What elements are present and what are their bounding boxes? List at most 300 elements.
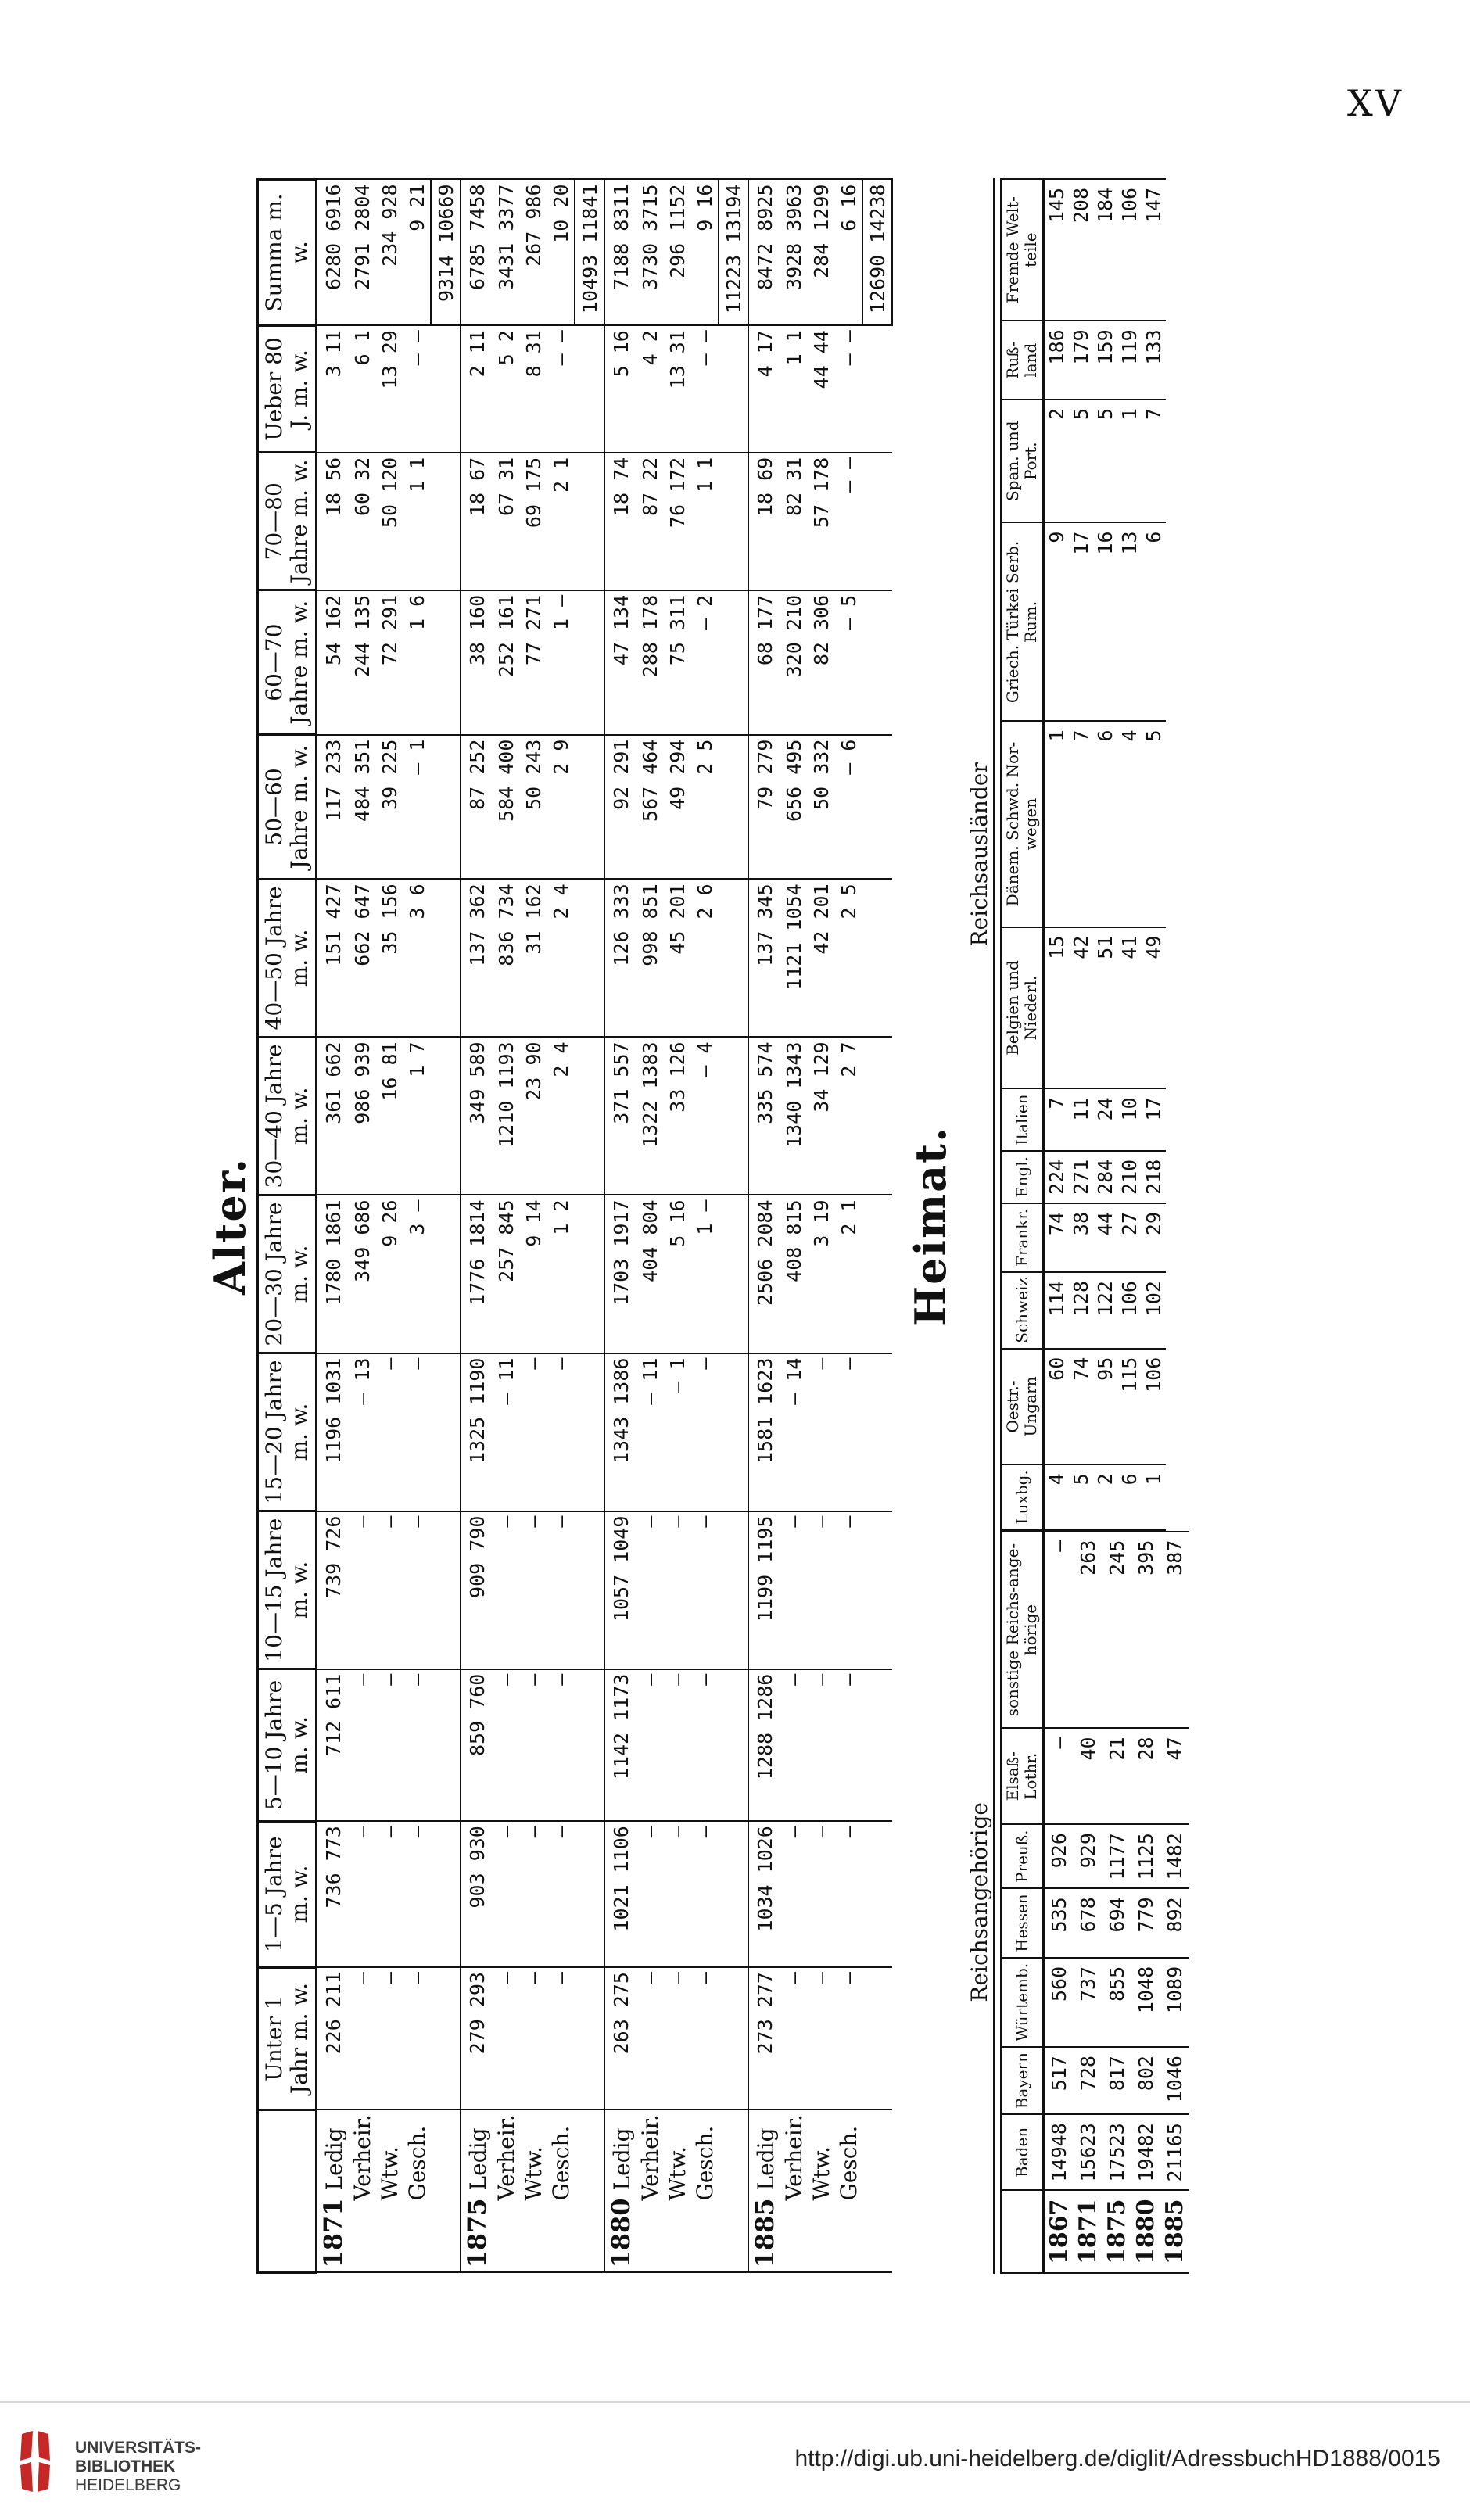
age-status: Verheir. (350, 2114, 375, 2201)
age-cell: 909 790 (461, 1511, 493, 1669)
reichsangehoerige-cell: 40 (1074, 1728, 1102, 1824)
age-cell: — (547, 1353, 575, 1511)
age-status: Verheir. (493, 2114, 519, 2201)
age-cell: 1 6 (403, 590, 431, 735)
age-table-row (691, 180, 719, 2273)
age-status: Gesch. (548, 2125, 574, 2201)
age-cell: 3 11 (317, 325, 350, 453)
age-header-cell: 5—10 Jahre m. w. (258, 1669, 317, 1821)
age-total-spacer (431, 1037, 461, 1195)
reichsauslaender-header-cell: Fremde Welt-teile (1001, 179, 1044, 321)
age-status: Wtw. (665, 2145, 690, 2201)
age-header-row (258, 180, 317, 2273)
age-cell: 72 291 (376, 590, 403, 735)
age-cell: — (376, 1669, 403, 1821)
age-cell: 234 928 (376, 180, 403, 326)
age-total-spacer (575, 879, 604, 1037)
reichsangehoerige-cell: 21 (1102, 1728, 1131, 1824)
age-cell: 1021 1106 (604, 1821, 636, 1967)
age-cell: 92 291 (604, 735, 636, 880)
age-total-spacer (575, 1669, 604, 1821)
age-cell: 1776 1814 (461, 1195, 493, 1353)
age-total-spacer (862, 879, 892, 1037)
age-cell: — (780, 1511, 808, 1669)
reichsauslaender-header-cell: Belgien und Niederl. (1001, 927, 1044, 1089)
reichsauslaender-block (966, 178, 1166, 1531)
age-total-cell: 12690 14238 (862, 180, 892, 326)
age-header-blank (258, 2110, 317, 2272)
age-cell: — (636, 1821, 664, 1967)
reichsauslaender-cell: 6 (1093, 721, 1117, 927)
age-total-spacer (575, 1967, 604, 2110)
age-cell: 1142 1173 (604, 1669, 636, 1821)
age-cell: — (664, 1669, 691, 1821)
age-total-spacer (575, 1353, 604, 1511)
age-status: Gesch. (692, 2125, 718, 2201)
age-total-spacer (575, 1195, 604, 1353)
age-cell: 5 16 (664, 1195, 691, 1353)
age-header-cell: 30—40 Jahre m. w. (258, 1037, 317, 1195)
age-cell: 859 760 (461, 1669, 493, 1821)
reichsangehoerige-header-cell: Elsaß-Lothr. (1001, 1728, 1044, 1824)
age-header-cell: Ueber 80 J. m. w. (258, 325, 317, 453)
age-cell: 31 162 (520, 879, 547, 1037)
age-cell: 3928 3963 (780, 180, 808, 326)
library-name (75, 2439, 201, 2495)
reichsauslaender-cell: 7 (1044, 1088, 1070, 1150)
age-total-row (862, 180, 892, 2273)
age-total-row (431, 180, 461, 2273)
age-cell: 82 31 (780, 453, 808, 590)
age-total-spacer (862, 1037, 892, 1195)
age-cell: 13 29 (376, 325, 403, 453)
reichsangehoerige-cell: 395 (1131, 1532, 1160, 1729)
age-cell: 34 129 (808, 1037, 835, 1195)
reichsangehoerige-cell: 802 (1131, 2047, 1160, 2114)
age-cell: 82 306 (808, 590, 835, 735)
age-cell: 349 589 (461, 1037, 493, 1195)
age-cell: — 14 (780, 1353, 808, 1511)
age-status: Ledig (609, 2127, 635, 2191)
age-cell: — (691, 1669, 719, 1821)
reichsangehoerige-cell: 929 (1074, 1824, 1102, 1888)
age-cell: — (780, 1821, 808, 1967)
age-header-cell: Summa m. w. (258, 180, 317, 326)
age-cell: 836 734 (493, 879, 520, 1037)
reichsangehoerige-cell: 1089 (1160, 1958, 1189, 2047)
age-header-cell: 1—5 Jahre m. w. (258, 1821, 317, 1967)
reichsauslaender-label: Reichsausländer (966, 178, 995, 1531)
reichsangehoerige-cell: 1048 (1131, 1958, 1160, 2047)
age-cell: — — (835, 453, 862, 590)
age-total-spacer (862, 1353, 892, 1511)
age-total-spacer (719, 735, 748, 880)
age-cell: 2 1 (547, 453, 575, 590)
reichsangehoerige-cell: 694 (1102, 1888, 1131, 1958)
reichsauslaender-cell: 5 (1069, 1464, 1093, 1529)
age-cell: 656 495 (780, 735, 808, 880)
age-cell: 1340 1343 (780, 1037, 808, 1195)
age-cell: 986 939 (349, 1037, 376, 1195)
reichsauslaender-row (1069, 179, 1093, 1530)
age-total-spacer (719, 2110, 748, 2272)
reichsangehoerige-year: 1867 (1044, 2191, 1074, 2274)
age-table-row (493, 180, 520, 2273)
age-total-spacer (719, 1967, 748, 2110)
reichsauslaender-header-cell: Luxbg. (1001, 1464, 1044, 1529)
age-cell: — (808, 1511, 835, 1669)
library-name-line2: BIBLIOTHEK (75, 2457, 176, 2475)
age-cell: 3 6 (403, 879, 431, 1037)
age-cell: 18 56 (317, 453, 350, 590)
reichsangehoerige-header-cell: Würtemb. (1001, 1958, 1044, 2047)
age-row-label (349, 2110, 376, 2272)
age-cell: — — (403, 325, 431, 453)
age-cell: 3 — (403, 1195, 431, 1353)
age-cell: — (691, 1511, 719, 1669)
age-status: Ledig (465, 2127, 491, 2191)
age-cell: 998 851 (636, 879, 664, 1037)
age-table-row (748, 180, 780, 2273)
age-cell: — (664, 1967, 691, 2110)
source-url-link[interactable]: http://digi.ub.uni-heidelberg.de/diglit/AdressbuchHD1888/0015 (794, 2446, 1440, 2472)
age-cell: 584 400 (493, 735, 520, 880)
age-cell: 9 21 (403, 180, 431, 326)
age-cell: — (520, 1353, 547, 1511)
age-total-spacer (719, 453, 748, 590)
reichsauslaender-cell: 24 (1093, 1088, 1117, 1150)
age-cell: 7188 8311 (604, 180, 636, 326)
age-cell: 13 31 (664, 325, 691, 453)
age-total-spacer (575, 735, 604, 880)
age-cell: — (520, 1669, 547, 1821)
age-cell: 2791 2804 (349, 180, 376, 326)
age-cell: 50 332 (808, 735, 835, 880)
library-footer (0, 2401, 1470, 2520)
reichsangehoerige-cell: 245 (1102, 1532, 1131, 1729)
reichsauslaender-header-cell: Ruß-land (1001, 321, 1044, 400)
age-cell: 10 20 (547, 180, 575, 326)
age-year: 1880 (606, 2198, 636, 2268)
age-cell: — (780, 1669, 808, 1821)
age-cell: 1343 1386 (604, 1353, 636, 1511)
age-cell: — (520, 1821, 547, 1967)
age-cell: 68 177 (748, 590, 780, 735)
reichsauslaender-header-cell: Dänem. Schwd. Nor-wegen (1001, 721, 1044, 927)
age-total-spacer (575, 453, 604, 590)
age-cell: 6 1 (349, 325, 376, 453)
reichsauslaender-cell: 128 (1069, 1272, 1093, 1349)
reichsangehoerige-cell: 855 (1102, 1958, 1131, 2047)
age-cell: — 5 (835, 590, 862, 735)
reichsangehoerige-cell: 47 (1160, 1728, 1189, 1824)
reichsauslaender-header-cell: Span. und Port. (1001, 400, 1044, 523)
age-table-body (317, 180, 893, 2273)
age-cell: 320 210 (780, 590, 808, 735)
age-table-row (808, 180, 835, 2273)
age-cell: — — (691, 325, 719, 453)
age-cell: 2 4 (547, 879, 575, 1037)
reichsauslaender-cell: 102 (1142, 1272, 1166, 1349)
age-cell: 1199 1195 (748, 1511, 780, 1669)
reichsauslaender-cell: 44 (1093, 1203, 1117, 1272)
age-status: Gesch. (836, 2125, 862, 2201)
reichsangehoerige-cell: 678 (1074, 1888, 1102, 1958)
reichsangehoerige-cell: 737 (1074, 1958, 1102, 2047)
reichsauslaender-table (1000, 178, 1166, 1531)
reichsauslaender-cell: 224 (1044, 1151, 1070, 1203)
reichsangehoerige-header-cell: sonstige Reichs-ange-hörige (1001, 1532, 1044, 1729)
reichsauslaender-row (1117, 179, 1142, 1530)
reichsangehoerige-cell: 21165 (1160, 2114, 1189, 2190)
age-table-row (520, 180, 547, 2273)
reichsangehoerige-header-blank (1001, 2191, 1044, 2274)
age-cell: — (376, 1353, 403, 1511)
age-cell: 371 557 (604, 1037, 636, 1195)
reichsauslaender-cell: 51 (1093, 927, 1117, 1089)
age-row-label (636, 2110, 664, 2272)
age-cell: — (547, 1967, 575, 2110)
age-table-row (780, 180, 808, 2273)
age-cell: 33 126 (664, 1037, 691, 1195)
age-cell: — (349, 1669, 376, 1821)
reichsangehoerige-cell: 387 (1160, 1532, 1189, 1729)
age-total-cell: 11223 13194 (719, 180, 748, 326)
reichsangehoerige-cell: 1125 (1131, 1824, 1160, 1888)
age-cell: 2 11 (461, 325, 493, 453)
age-status: Ledig (321, 2127, 347, 2191)
age-cell: 67 31 (493, 453, 520, 590)
age-cell: — (808, 1353, 835, 1511)
age-status: Wtw. (808, 2145, 834, 2201)
age-total-spacer (862, 735, 892, 880)
reichsangehoerige-row (1160, 1532, 1189, 2273)
reichsangehoerige-row (1044, 1532, 1074, 2273)
age-cell: 2 5 (835, 879, 862, 1037)
age-cell: 42 201 (808, 879, 835, 1037)
age-cell: 739 726 (317, 1511, 350, 1669)
reichsauslaender-body (1044, 179, 1167, 1530)
age-cell: 2506 2084 (748, 1195, 780, 1353)
age-total-spacer (575, 1037, 604, 1195)
section-title-heimat: Heimat. (905, 1126, 956, 1326)
age-cell: 408 815 (780, 1195, 808, 1353)
age-total-spacer (862, 590, 892, 735)
age-cell: — (780, 1967, 808, 2110)
age-row-label (691, 2110, 719, 2272)
reichsangehoerige-cell: 728 (1074, 2047, 1102, 2114)
age-cell: 404 804 (636, 1195, 664, 1353)
reichsauslaender-cell: 114 (1044, 1272, 1070, 1349)
reichsauslaender-cell: 122 (1093, 1272, 1117, 1349)
age-cell: 75 311 (664, 590, 691, 735)
reichsangehoerige-row (1074, 1532, 1102, 2273)
reichsauslaender-cell: 145 (1044, 179, 1070, 321)
reichsangehoerige-body (1044, 1532, 1190, 2273)
age-total-spacer (719, 1821, 748, 1967)
age-cell: — (808, 1821, 835, 1967)
age-cell: — (493, 1821, 520, 1967)
age-table-row (317, 180, 350, 2273)
age-cell: 87 252 (461, 735, 493, 880)
reichsangehoerige-header-cell: Preuß. (1001, 1824, 1044, 1888)
age-row-label (664, 2110, 691, 2272)
reichsangehoerige-header-cell: Baden (1001, 2114, 1044, 2190)
reichsauslaender-cell: 184 (1093, 179, 1117, 321)
age-cell: — (808, 1967, 835, 2110)
age-cell: 1 1 (780, 325, 808, 453)
age-cell: — (636, 1511, 664, 1669)
age-total-spacer (575, 590, 604, 735)
age-cell: 1057 1049 (604, 1511, 636, 1669)
reichsauslaender-cell: 11 (1069, 1088, 1093, 1150)
reichsauslaender-cell: 49 (1142, 927, 1166, 1089)
reichsauslaender-cell: 133 (1142, 321, 1166, 400)
age-cell: 257 845 (493, 1195, 520, 1353)
reichsangehoerige-year: 1880 (1131, 2191, 1160, 2274)
age-total-spacer (862, 1821, 892, 1967)
age-total-cell: 10493 11841 (575, 180, 604, 326)
reichsangehoerige-row (1131, 1532, 1160, 2273)
age-header-cell: 70—80 Jahre m. w. (258, 453, 317, 590)
reichsauslaender-cell: 13 (1117, 523, 1142, 722)
age-cell: 284 1299 (808, 180, 835, 326)
reichsauslaender-cell: 27 (1117, 1203, 1142, 1272)
age-row-label (780, 2110, 808, 2272)
reichsauslaender-cell: 17 (1142, 1088, 1166, 1150)
reichsauslaender-cell: 4 (1044, 1464, 1070, 1529)
age-cell: 76 172 (664, 453, 691, 590)
reichsauslaender-cell: 6 (1117, 1464, 1142, 1529)
reichsauslaender-cell: 1 (1117, 400, 1142, 523)
age-total-spacer (862, 325, 892, 453)
reichsauslaender-row (1044, 179, 1070, 1530)
age-cell: 60 32 (349, 453, 376, 590)
reichsauslaender-cell: 119 (1117, 321, 1142, 400)
age-cell: 45 201 (664, 879, 691, 1037)
age-status: Wtw. (521, 2145, 547, 2201)
reichsauslaender-header-cell: Schweiz (1001, 1272, 1044, 1349)
reichsangehoerige-cell: 517 (1044, 2047, 1074, 2114)
age-cell: — (520, 1967, 547, 2110)
age-header-cell: 20—30 Jahre m. w. (258, 1195, 317, 1353)
age-cell: 267 986 (520, 180, 547, 326)
section-title-alter: Alter. (205, 1157, 255, 1296)
age-cell: 6785 7458 (461, 180, 493, 326)
age-cell: 244 135 (349, 590, 376, 735)
age-cell: 8 31 (520, 325, 547, 453)
reichsauslaender-cell: 147 (1142, 179, 1166, 321)
age-cell: 23 90 (520, 1037, 547, 1195)
reichsauslaender-cell: 6 (1142, 523, 1166, 722)
reichsauslaender-header-cell: Oestr.-Ungarn (1001, 1349, 1044, 1465)
age-total-spacer (575, 325, 604, 453)
age-cell: — (664, 1511, 691, 1669)
age-cell: — (835, 1821, 862, 1967)
age-cell: 3730 3715 (636, 180, 664, 326)
reichsauslaender-cell: 10 (1117, 1088, 1142, 1150)
reichsangehoerige-cell: 535 (1044, 1888, 1074, 1958)
age-cell: 69 175 (520, 453, 547, 590)
reichsauslaender-cell: 7 (1069, 721, 1093, 927)
age-total-spacer (431, 590, 461, 735)
age-cell: — — (547, 325, 575, 453)
reichsauslaender-cell: 2 (1093, 1464, 1117, 1529)
age-total-spacer (719, 1037, 748, 1195)
reichsauslaender-cell: 16 (1093, 523, 1117, 722)
reichsangehoerige-header-cell: Bayern (1001, 2047, 1044, 2114)
age-row-label (520, 2110, 547, 2272)
age-cell: 2 4 (547, 1037, 575, 1195)
age-cell: 736 773 (317, 1821, 350, 1967)
reichsauslaender-cell: 5 (1069, 400, 1093, 523)
reichsangehoerige-row (1102, 1532, 1131, 2273)
age-table-row (664, 180, 691, 2273)
reichsangehoerige-cell: 892 (1160, 1888, 1189, 1958)
age-cell: — (403, 1511, 431, 1669)
age-row-label (547, 2110, 575, 2272)
age-cell: — (403, 1821, 431, 1967)
age-total-spacer (431, 2110, 461, 2272)
age-cell: — (636, 1967, 664, 2110)
age-total-spacer (431, 453, 461, 590)
age-total-spacer (431, 1669, 461, 1821)
age-year: 1885 (750, 2198, 780, 2268)
age-cell: 712 611 (317, 1669, 350, 1821)
age-cell: — (547, 1511, 575, 1669)
age-table-row (835, 180, 862, 2273)
reichsauslaender-cell: 4 (1117, 721, 1142, 927)
age-cell: 44 44 (808, 325, 835, 453)
age-cell: 1210 1193 (493, 1037, 520, 1195)
age-header-cell: 10—15 Jahre m. w. (258, 1511, 317, 1669)
age-cell: 2 7 (835, 1037, 862, 1195)
reichsauslaender-cell: 29 (1142, 1203, 1166, 1272)
age-cell: — (403, 1967, 431, 2110)
age-cell: 1703 1917 (604, 1195, 636, 1353)
reichsauslaender-cell: 1 (1142, 1464, 1166, 1529)
age-cell: — (547, 1669, 575, 1821)
age-total-spacer (719, 879, 748, 1037)
page-number: XV (1347, 82, 1404, 124)
age-cell: — 13 (349, 1353, 376, 1511)
age-row-label (835, 2110, 862, 2272)
age-cell: 35 156 (376, 879, 403, 1037)
age-cell: 335 574 (748, 1037, 780, 1195)
reichsangehoerige-cell: 263 (1074, 1532, 1102, 1729)
reichsangehoerige-cell: 28 (1131, 1728, 1160, 1824)
age-header-cell: 15—20 Jahre m. w. (258, 1353, 317, 1511)
age-cell: — 11 (636, 1353, 664, 1511)
age-cell: — (493, 1511, 520, 1669)
age-cell: 50 120 (376, 453, 403, 590)
age-cell: 18 69 (748, 453, 780, 590)
reichsangehoerige-cell: 19482 (1131, 2114, 1160, 2190)
age-cell: 1325 1190 (461, 1353, 493, 1511)
age-cell: 349 686 (349, 1195, 376, 1353)
age-header-cell: 60—70 Jahre m. w. (258, 590, 317, 735)
age-cell: 567 464 (636, 735, 664, 880)
age-cell: 5 16 (604, 325, 636, 453)
reichsangehoerige-header-row (1001, 1532, 1044, 2273)
age-cell: 1 7 (403, 1037, 431, 1195)
age-cell: — 1 (403, 735, 431, 880)
age-total-spacer (431, 325, 461, 453)
reichsangehoerige-cell: 817 (1102, 2047, 1131, 2114)
age-cell: 2 1 (835, 1195, 862, 1353)
age-cell: 3431 3377 (493, 180, 520, 326)
age-cell: 137 345 (748, 879, 780, 1037)
